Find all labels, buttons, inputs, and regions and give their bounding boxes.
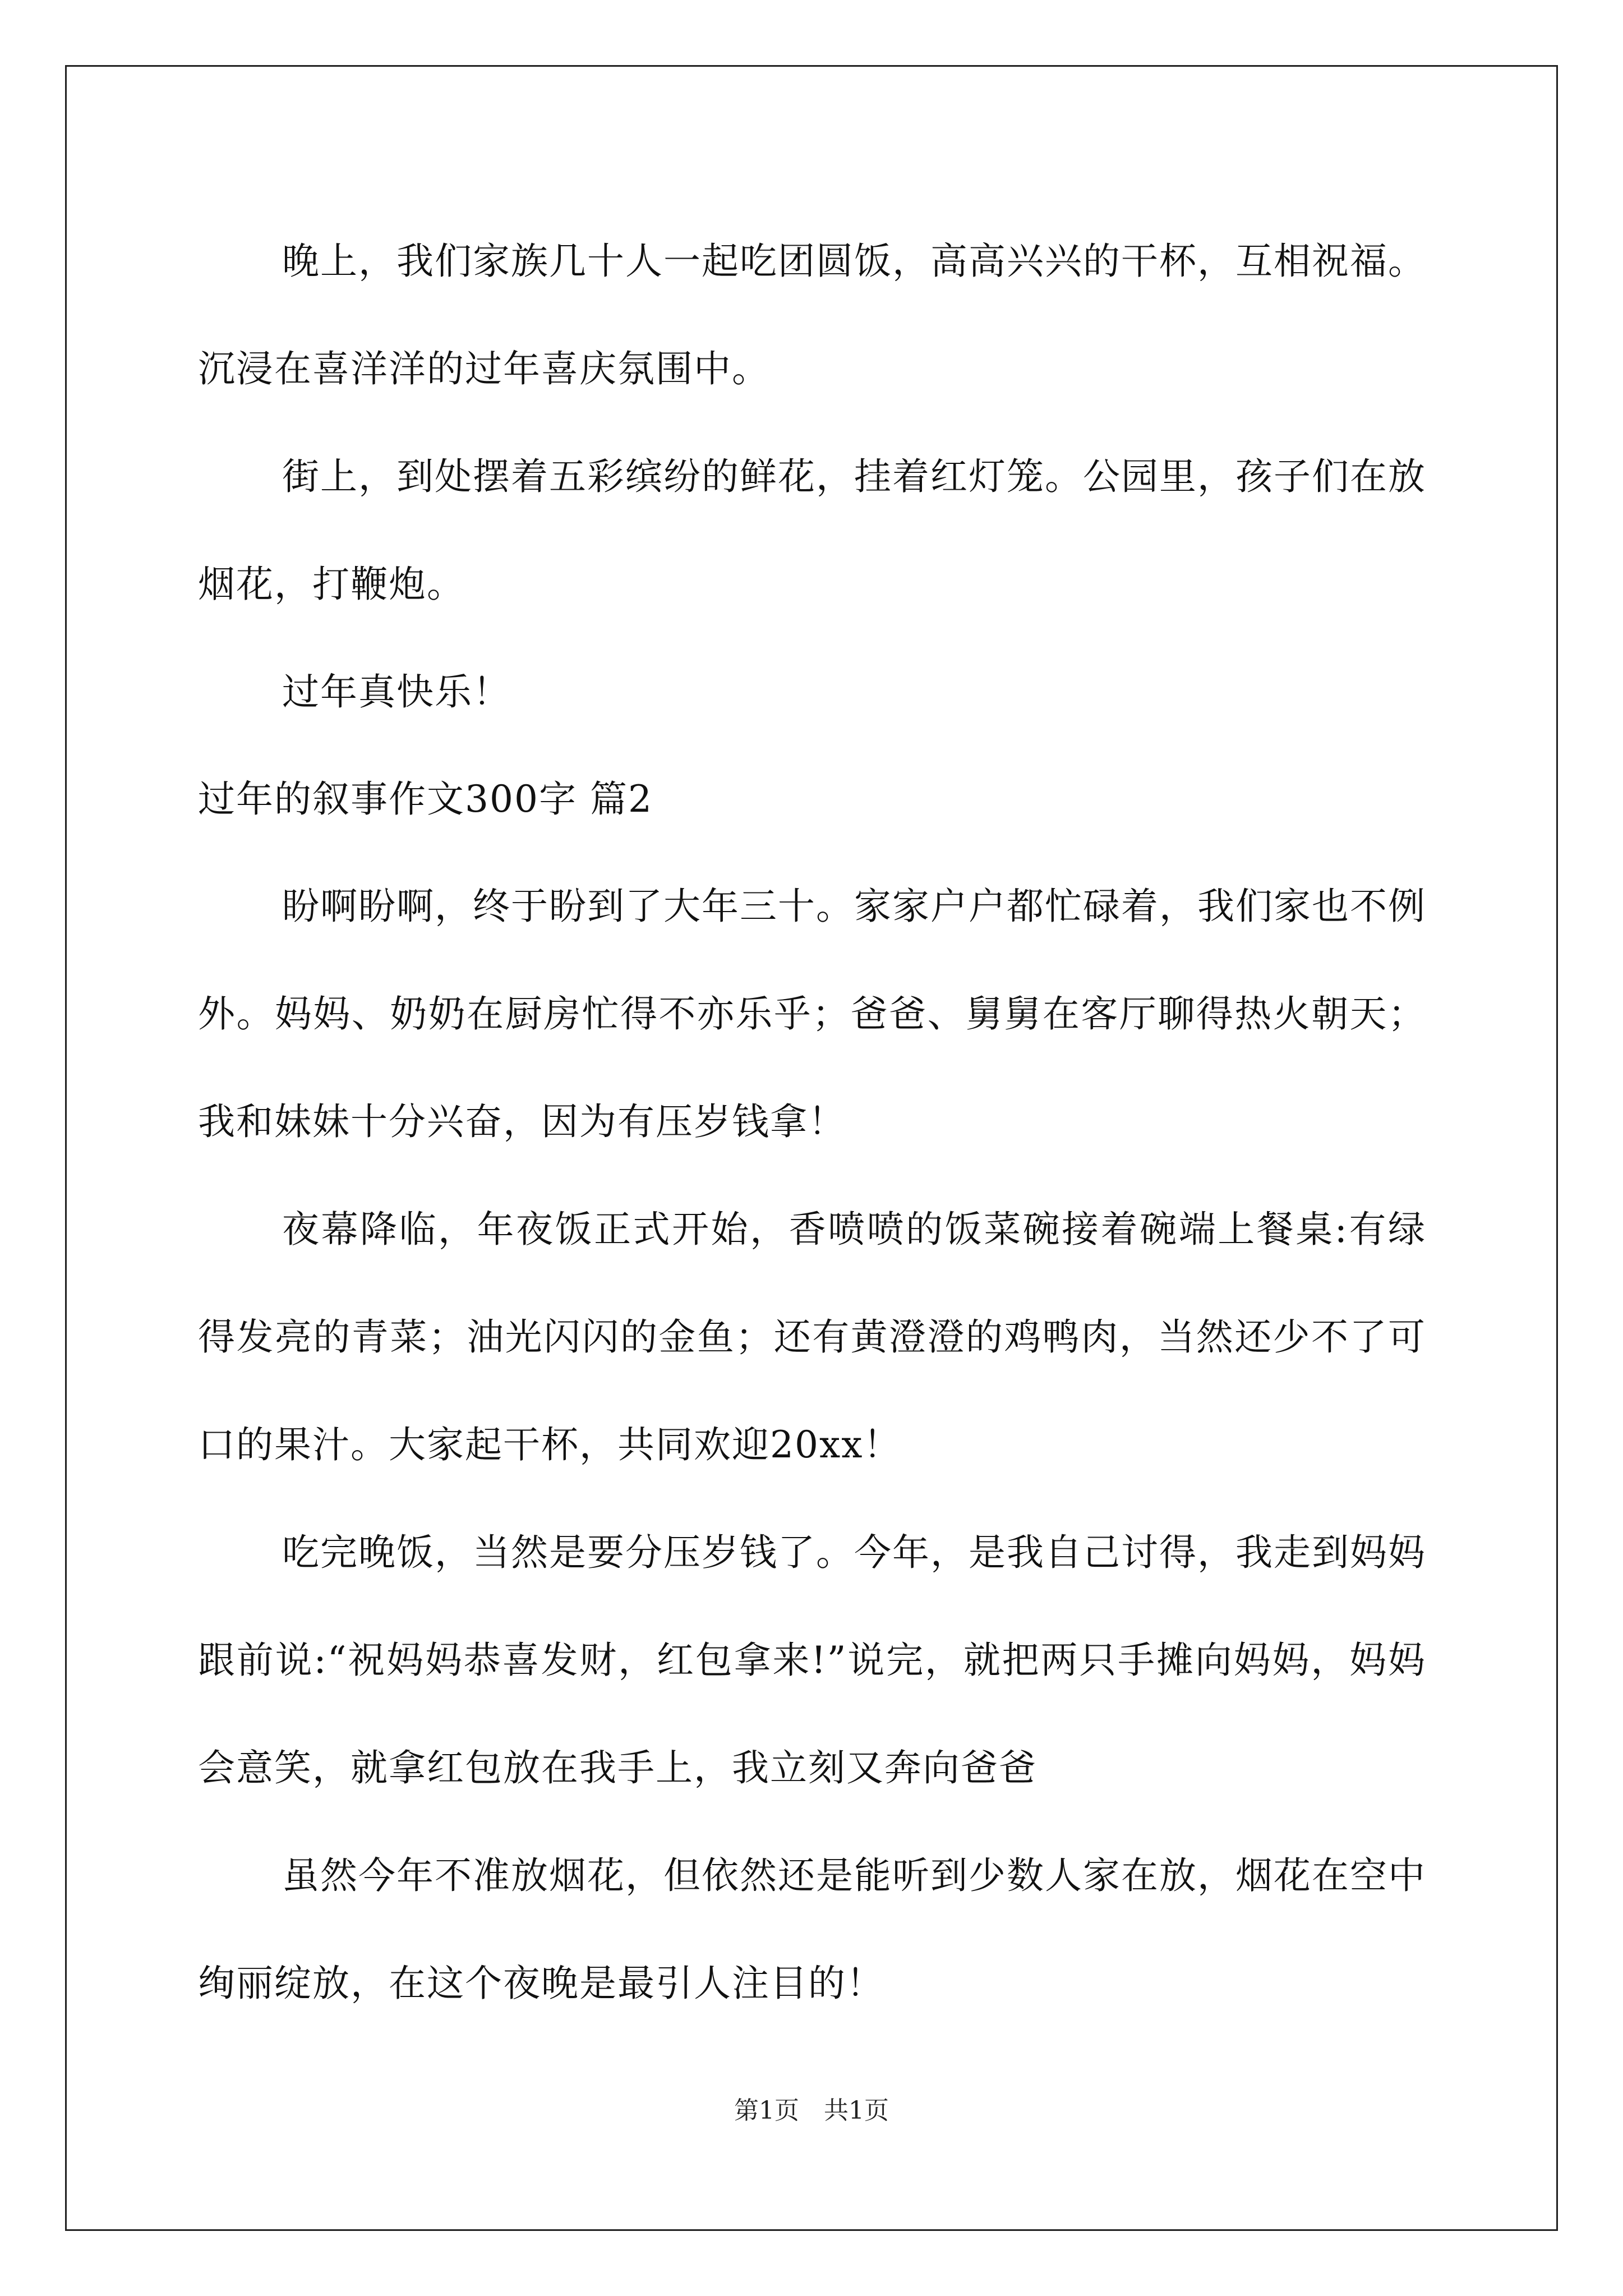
page-footer: 第1页 共1页 — [734, 2096, 889, 2125]
paragraph-dinner-feast: 夜幕降临，年夜饭正式开始，香喷喷的饭菜碗接着碗端上餐桌:有绿得发亮的青菜；油光闪闪的金鱼；还有黄澄澄的鸡鸭肉，当然还少不了可口的果汁。大家起干杯，共同欢迎20xx！ — [198, 1208, 1426, 1466]
paragraph-dinner: 晚上，我们家族几十人一起吃团圆饭，高高兴兴的干杯，互相祝福。沉浸在喜洋洋的过年喜庆氛围中。 — [198, 240, 1426, 390]
document-body — [198, 208, 1426, 2037]
paragraph-fireworks: 虽然今年不准放烟花，但依然还是能听到少数人家在放，烟花在空中绚丽绽放，在这个夜晚是最引人注目的！ — [198, 1854, 1426, 2005]
paragraph-new-year-eve: 盼啊盼啊，终于盼到了大年三十。家家户户都忙碌着，我们家也不例外。妈妈、奶奶在厨房忙得不亦乐乎；爸爸、舅舅在客厅聊得热火朝天；我和妹妹十分兴奋，因为有压岁钱拿！ — [198, 885, 1426, 1143]
paragraph-red-envelope: 吃完晚饭，当然是要分压岁钱了。今年，是我自己讨得，我走到妈妈跟前说:“祝妈妈恭喜发财，红包拿来!”说完，就把两只手摊向妈妈，妈妈会意笑，就拿红包放在我手上，我立刻又奔向爸爸 — [198, 1531, 1426, 1789]
paragraph-street: 街上，到处摆着五彩缤纷的鲜花，挂着红灯笼。公园里，孩子们在放烟花，打鞭炮。 — [198, 455, 1426, 606]
section-heading: 过年的叙事作文300字 篇2 — [198, 777, 653, 821]
paragraph-happy: 过年真快乐！ — [282, 670, 511, 714]
